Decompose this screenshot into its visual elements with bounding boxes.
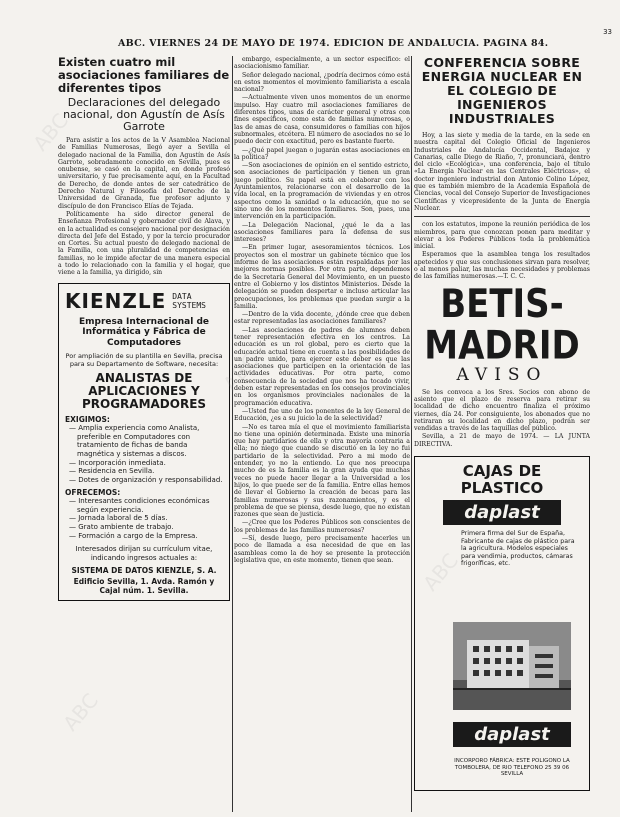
offers-list (69, 497, 223, 540)
daplast-address: INCORPORO FÁBRICA: ESTE POLIGONO LA TOMBOLERA, DE RIO TELEFONO 25 39 06 SEVILLA (454, 758, 570, 778)
ad-company: SISTEMA DE DATOS KIENZLE, S. A. (71, 566, 217, 576)
article-paragraph: Políticamente ha sido director general de Enseñanza Profesional y gobernador civil de Alava, y en la actualidad es consejero nacional por designación directa del Jefe del Estado, y por la tercio procurador en Cortes. Su actual puesto de delegado nacional de la Familia, con una pluralidad de competencias en familias, no le impide afectar de una manera especial a todo lo relacionado con la familia y el hogar, que viene a la familia, ya dirigido, sin (58, 210, 230, 277)
column-right (414, 56, 590, 812)
kienzle-job-ad (58, 283, 230, 602)
column-divider (232, 56, 233, 812)
watermark: ABC (418, 548, 463, 596)
list-item: — Dotes de organización y responsabilidad. (69, 476, 223, 485)
article-headline: Existen cuatro mil asociaciones familiares de diferentes tipos (58, 56, 230, 95)
article-paragraph: Señor delegado nacional, ¿podría decirnos cómo está en estos momentos el movimiento familiarista a escala nacional? (234, 71, 410, 94)
article-paragraph: Hoy, a las siete y media de la tarde, en la sede en nuestra capital del Colegio Oficial de Ingenieros Industriales de Andalucía Occidental, Badajoz y Canarias, calle Diego de Riaño, 7, pronunciará, dentro del ciclo «Ecológica», una conferencia, bajo el título «La Energía Nuclear en las Centrales Eléctricas», el doctor ingeniero industrial don Antonio Colino López, que es también miembro de la Academia Española de Ciencias, vocal del Consejo Superior de Investigaciones Científicas y vicepresidente de la Junta de Energía Nuclear. (414, 132, 590, 212)
notice-signature: Sevilla, a 21 de mayo de 1974. — LA JUNTA DIRECTIVA. (414, 433, 590, 448)
aviso-title: AVISO (456, 364, 548, 385)
kienzle-logo-sub1: DATA (172, 291, 192, 301)
conference-body (414, 132, 590, 212)
article-paragraph: —¿Cree que los Poderes Públicos son conscientes de los problemas de las familias numerosas? (234, 519, 410, 534)
list-item: — Interesantes condiciones económicas según experiencia. (69, 497, 223, 514)
article-end (414, 221, 590, 280)
article-paragraph: embargo, especialmente, a un sector específico: el asociacionismo familiar. (234, 56, 410, 71)
article-paragraph: —La Delegación Nacional, ¿qué le da a las asociaciones familiares para la defensa de sus intereses? (234, 221, 410, 244)
watermark: ABC (28, 108, 73, 156)
article-paragraph: —Usted fue uno de los ponentes de la ley General de Educación, ¿es a su juicio la de la selectividad? (234, 407, 410, 423)
list-item: — Formación a cargo de la Empresa. (69, 532, 223, 541)
notice-paragraph: Se les convoca a los Sres. Socios con abono de asiento que el plazo de reserva para retirar su localidad de dicho encuentro finaliza el próximo viernes, día 24. Por consiguiente, los abonados que no retiraran su localidad en dicho plazo, podrán ser vendidas a través de las taquillas del público. (414, 388, 590, 433)
requirements-list (69, 424, 223, 484)
article-paragraph: —No es tarea mía el que el movimiento familiarista no tiene una opinión determinada. Existe una minoría que hay partidarios de ella y otra mayoría contraria a ella; no niego que cuando se discutió en la ley no fui partidario de la selectividad. Pero a mi modo de entender, yo no la entiendo. Lo que nos preocupa mucho de es la familia es la gran ayuda que muchas veces no puede hacer llegar a la Universidad a los hijos, lo que puede ser de la familia. Entre ellas hemos de llevar el Gobierno la creación de becas para las familias numerosas y sus razonamientos, y es el problema de que se piensa, desde luego, que no existan razones que sean de justicia. (234, 423, 410, 519)
betis-notice-body (414, 389, 590, 448)
article-paragraph: —En primer lugar, asesoramientos técnicos. Los proyectos son el mostrar un gabinete técnico que los informe de las asociaciones están respaldadas por las mejores normas posibles. Por otra parte, dependemos de la Secretaría General del Movimiento, en un puesto entre el Gobierno y los distintos Ministerios. Desde la delegación se pueden despertar e incluso articular las preocupaciones, los problemas que puedan surgir a la familia. (234, 244, 410, 310)
column-middle (234, 56, 410, 812)
column-left (58, 56, 230, 812)
daplast-text: Primera firma del Sur de España, Fabricante de cajas de plástico para la agricultura. Modelos especiales para vendimia, productos, cámaras frigoríficas, etc. (461, 530, 575, 568)
ad-position: ANALISTAS DE APLICACIONES Y PROGRAMADORES (81, 371, 207, 412)
conference-headline: CONFERENCIA SOBRE ENERGIA NUCLEAR EN EL COLEGIO DE INGENIEROS INDUSTRIALES (421, 56, 583, 126)
kienzle-logo-sub2: SYSTEMS (172, 300, 206, 310)
page-corner-mark: 33 (603, 28, 612, 36)
list-item: — Incorporación inmediata. (69, 459, 223, 468)
daplast-logo-bottom: daplast (453, 722, 571, 747)
list-item: — Amplia experiencia como Analista, preferible en Computadores con tratamiento de fichas de banda magnética y sistemas a discos. (69, 424, 223, 458)
page-header: ABC. VIERNES 24 DE MAYO DE 1974. EDICION DE ANDALUCIA. PAGINA 84. (118, 38, 549, 49)
kienzle-logo-subtitle (172, 292, 206, 310)
article-paragraph: —Dentro de la vida docente, ¿dónde cree que deben estar representadas las asociaciones familiares? (234, 311, 410, 326)
factory-image (453, 622, 571, 710)
ad-intro: Por ampliación de su plantilla en Sevilla, precisa para su Departamento de Software, necesita: (65, 352, 223, 369)
ad-apply-text: Interesados dirijan su currículum vitae, indicando ingresos actuales a: (75, 545, 213, 562)
article-body (58, 137, 230, 277)
daplast-ad (414, 456, 590, 791)
daplast-title: CAJAS DE PLASTICO (460, 462, 544, 498)
kienzle-logo-name: KIENZLE (65, 288, 167, 313)
requirements-title: EXIGIMOS: (65, 415, 110, 425)
ad-address: Edificio Sevilla, 1. Avda. Ramón y Cajal núm. 1. Sevilla. (73, 577, 215, 596)
article-paragraph: —Son asociaciones de opinión en el sentido estricto, son asociaciones de participación y tienen un gran juego político. Su papel está en colaborar con los Ayuntamientos, relacionarse con el desarrollo de la vida local, en la programación de viviendas y en otros aspectos como la sanidad o la educación, que no se sino uno de los momentos familiares. Son, pues, una intervención en la participación. (234, 162, 410, 221)
watermark: ABC (218, 348, 263, 396)
kienzle-logo (65, 289, 223, 313)
daplast-logo: daplast (443, 500, 561, 525)
list-item: — Jornada laboral de 5 días. (69, 514, 223, 523)
ad-title: Empresa Internacional de Informática y Fábrica de Computadores (78, 316, 209, 348)
list-item: — Residencia en Sevilla. (69, 467, 223, 476)
article-subheadline: Declaraciones del delegado nacional, don Agustín de Asís Garrote (63, 96, 225, 133)
article-paragraph: —Actualmente viven unos momentos de un enorme impulso. Hay cuatro mil asociaciones familiares de diferentes tipos, unas de carácter general y otras con fines específicos, como esta de familias numerosas, o las de amas de casa, consumidores o familias con hijos subnormales, etcétera. El número de asociados no se lo puedo decir con exactitud, pero es bastante fuerte. (234, 94, 410, 146)
list-item: — Grato ambiente de trabajo. (69, 523, 223, 532)
article-paragraph: —¿Qué papel juegan o jugarán estas asociaciones en la política? (234, 146, 410, 161)
article-paragraph: —Sí, desde luego, pero precisamente hacerles un poco de llamada a esa necesidad de que en las asambleas como la de hoy se presente la protección legislativa que, en este momento, tienen que sean. (234, 535, 410, 564)
article-paragraph: Para asistir a los actos de la V Asamblea Nacional de Familias Numerosas, llegó ayer a Sevilla el delegado nacional de la Familia, don Agustín de Asís Garrote, sobradamente conocido en Sevilla, pues es onubense, se casó en la capital, en donde profesó universitario, y fue precisamente aquí, en la Facultad de Derecho, de donde antes de ser catedrático de Derecho Natural y Filosofía del Derecho de la Universidad de Granada, fue profesor adjunto y discípulo de don Francisco Elías de Tejada. (58, 137, 230, 210)
offers-title: OFRECEMOS: (65, 488, 121, 498)
divider (414, 216, 590, 217)
article-paragraph: con los estatutos, impone la reunión periódica de los miembros, para que conozcan ponen para meditar y elevar a los Poderes Públicos toda la problemática inicial. (414, 221, 590, 251)
betis-madrid-title: BETIS-MADRID (424, 280, 580, 369)
watermark: ABC (58, 688, 103, 736)
article-body-continued (234, 56, 410, 564)
article-paragraph: Esperamos que la asamblea tenga los resultados apetecidos y que sus conclusiones sirvan para resolver, o al menos paliar, las muchas necesidades y problemas de las familias numerosas.—T. C. C. (414, 251, 590, 281)
article-paragraph: —Las asociaciones de padres de alumnos deben tener representación efectiva en los centros. La educación es un rol global, pero es cierto que la educación actual tiene en cuenta a las posibilidades de un padre unido, para ejercer este deber es que las asociaciones que participen en la orientación de las actividades educativas. Por otra parte, como consecuencia de la sociedad que nos ha tocado vivir, deben estar representadas en los consejos provinciales en los organismos provinciales nacionales de la programación educativa. (234, 326, 410, 407)
column-divider (411, 56, 412, 812)
